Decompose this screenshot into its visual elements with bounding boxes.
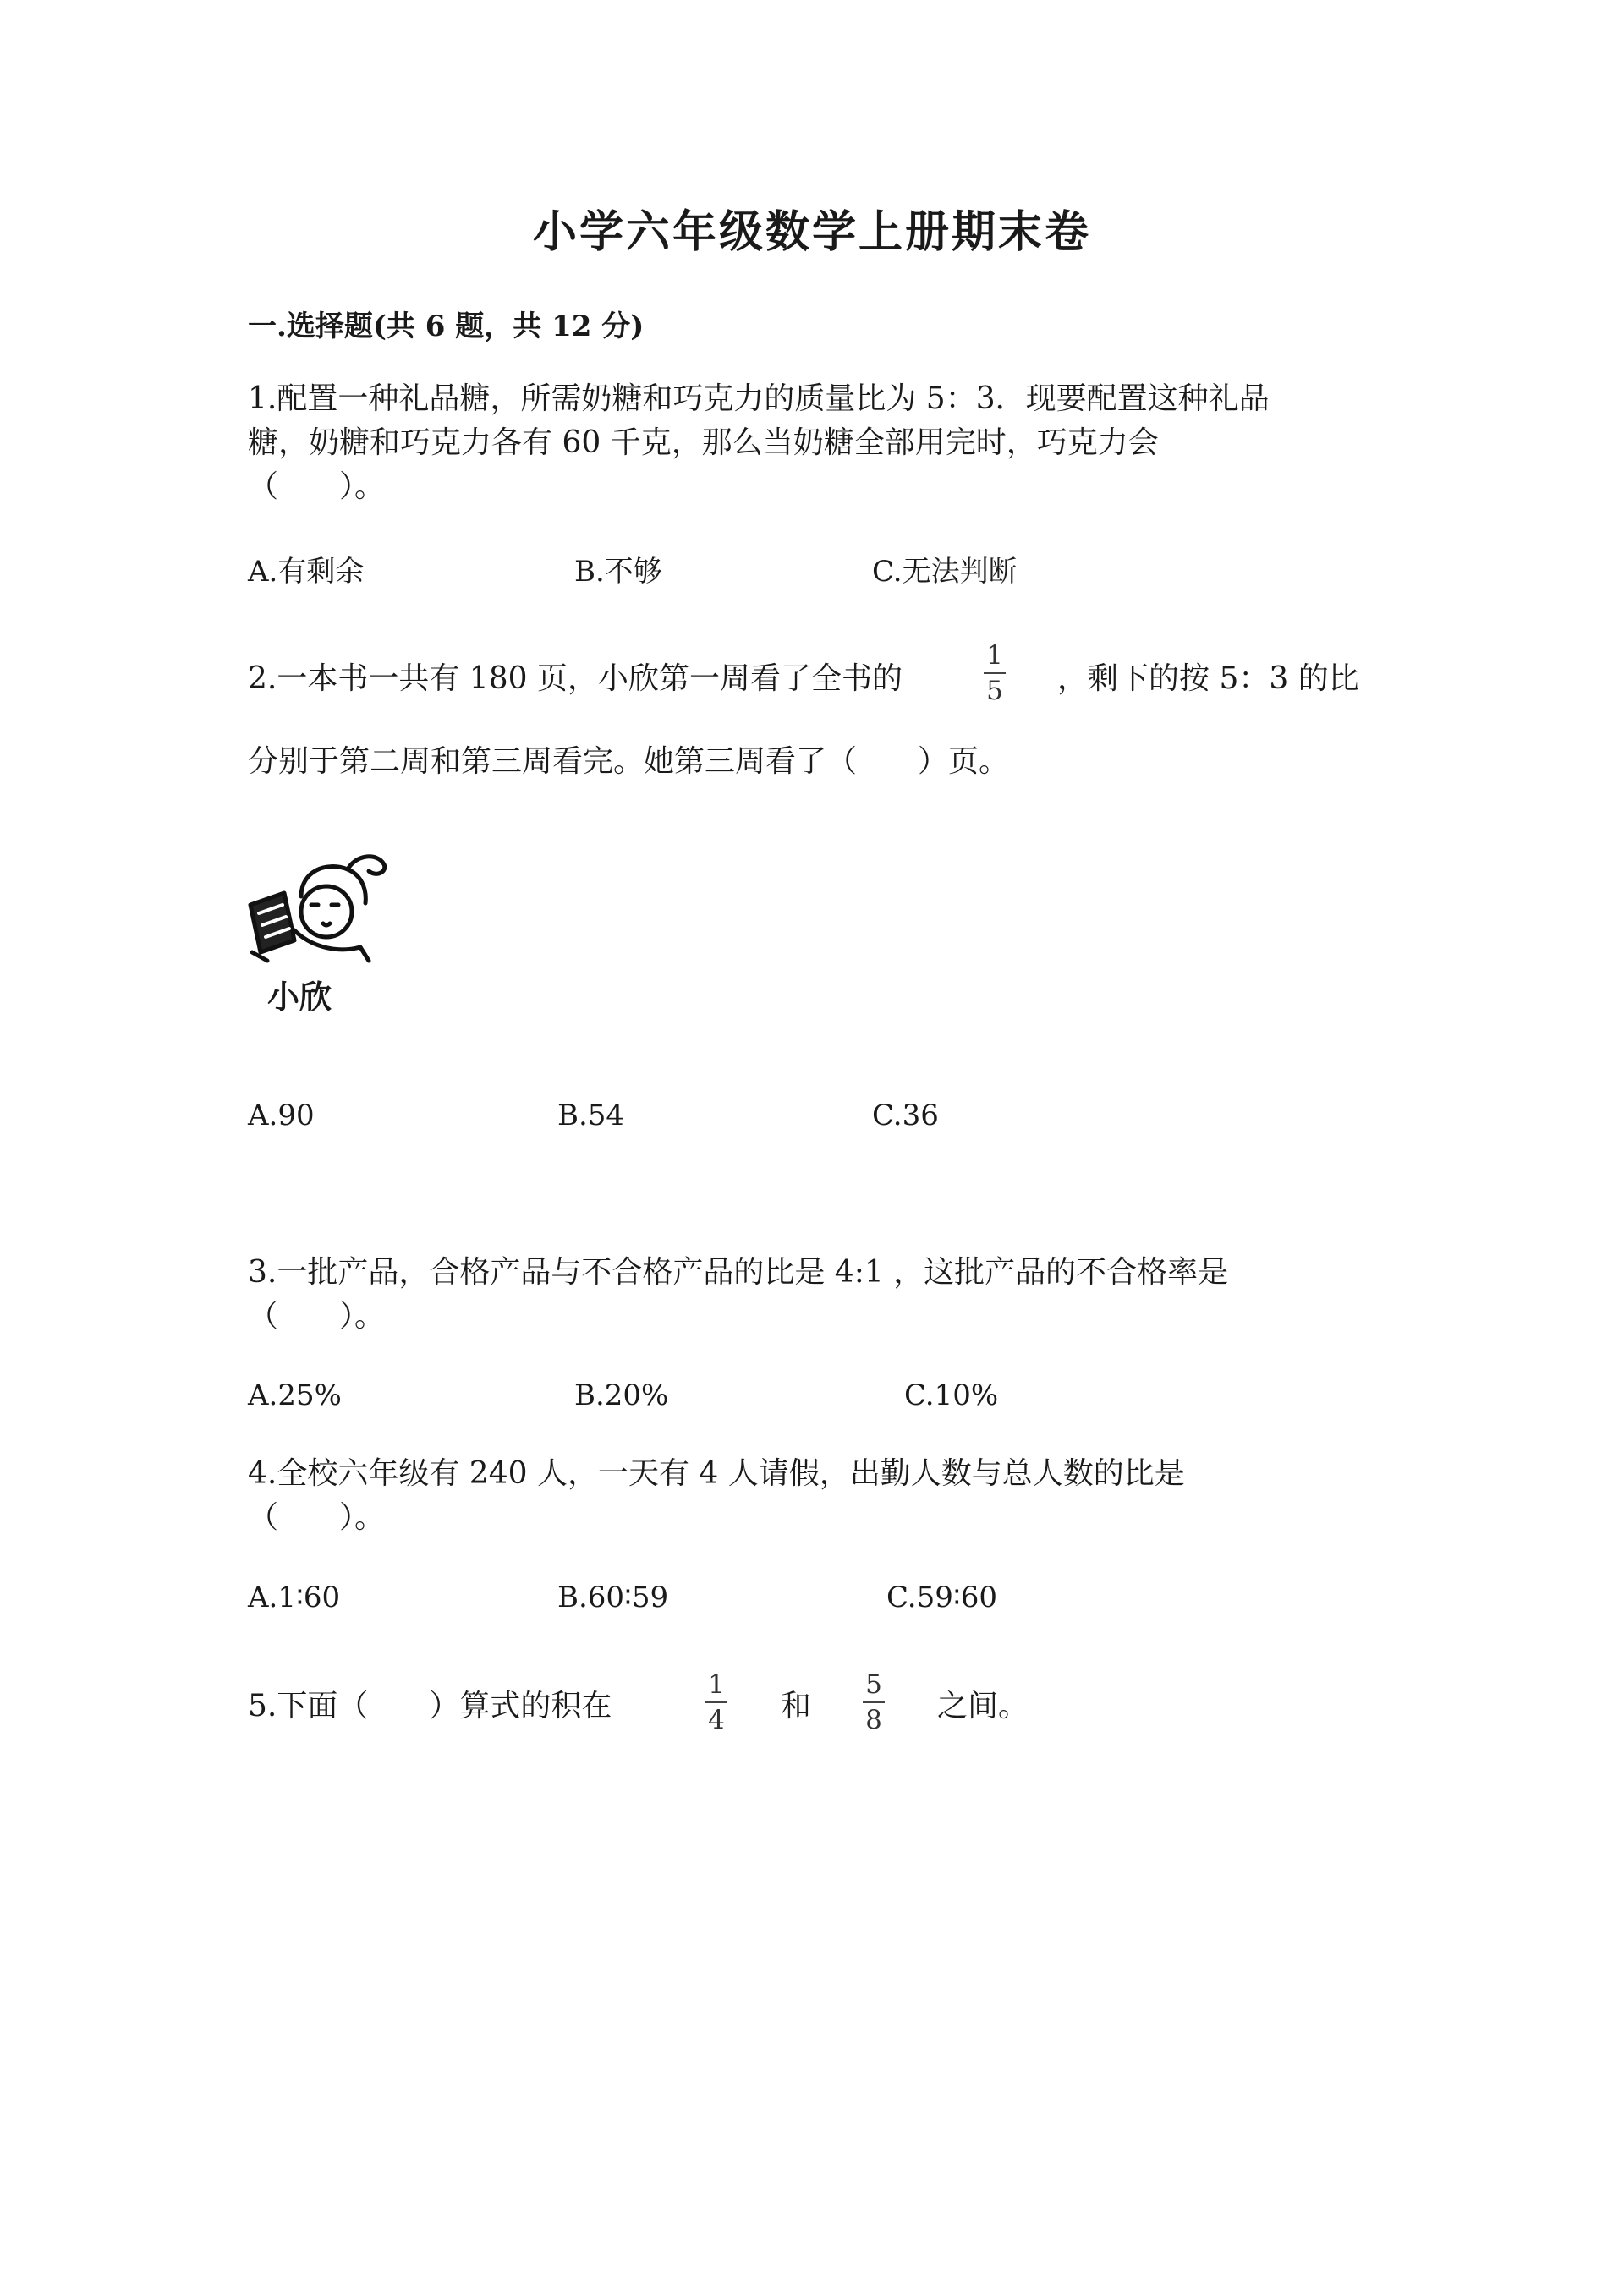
fraction-numerator: 5 [865,1669,882,1700]
fraction-one-fifth [984,641,1006,705]
question-1-option-a[interactable]: A.有剩余 [248,555,365,589]
question-3-line-2: （ ）。 [248,1299,386,1334]
girl-reading-icon [242,846,394,964]
question-2-option-b[interactable]: B.54 [557,1099,625,1132]
question-4-option-a[interactable]: A.1∶60 [248,1581,341,1614]
question-1-option-b[interactable]: B.不够 [574,555,662,589]
fraction-denominator: 8 [865,1705,882,1735]
question-5-end: 之间。 [937,1689,1029,1723]
fraction-bar [984,672,1006,674]
question-5-and: 和 [781,1689,812,1723]
question-1-line-3: （ ）。 [248,469,386,504]
question-3-option-a[interactable]: A.25% [248,1378,342,1412]
girl-reading-illustration [242,846,394,1023]
fraction-bar [863,1701,885,1703]
fraction-numerator: 1 [986,640,1003,671]
question-2-option-a[interactable]: A.90 [248,1099,315,1132]
question-1-line-2: 糖，奶糖和巧克力各有 60 千克，那么当奶糖全部用完时，巧克力会 [248,425,1159,460]
question-5-start: 5.下面（ ）算式的积在 [248,1689,612,1723]
question-4-option-b[interactable]: B.60∶59 [557,1581,669,1614]
question-4-line-2: （ ）。 [248,1500,386,1535]
question-2-line-2: 分别于第二周和第三周看完。她第三周看了（ ）页。 [248,744,1010,779]
fraction-denominator: 4 [708,1705,725,1735]
page-title: 小学六年级数学上册期末卷 [532,206,1091,258]
fraction-bar [705,1701,727,1703]
question-4-option-c[interactable]: C.59∶60 [886,1581,997,1614]
question-3-line-1: 3.一批产品，合格产品与不合格产品的比是 4:1 ，这批产品的不合格率是 [248,1255,1229,1290]
fraction-one-quarter [705,1670,727,1734]
fraction-five-eighths [863,1670,885,1734]
question-4-line-1: 4.全校六年级有 240 人，一天有 4 人请假，出勤人数与总人数的比是 [248,1456,1185,1491]
illustration-caption: 小欣 [267,978,332,1016]
question-2-line-1-end: ，剩下的按 5：3 的比 [1057,661,1359,696]
question-3-option-c[interactable]: C.10% [904,1378,999,1412]
question-2-line-1-start: 2.一本书一共有 180 页，小欣第一周看了全书的 [248,661,903,696]
fraction-denominator: 5 [986,676,1003,706]
question-1-line-1: 1.配置一种礼品糖，所需奶糖和巧克力的质量比为 5：3．现要配置这种礼品 [248,381,1270,416]
section-heading: 一.选择题(共 6 题，共 12 分) [248,310,645,343]
question-2-option-c[interactable]: C.36 [872,1099,939,1132]
fraction-numerator: 1 [708,1669,725,1700]
question-1-option-c[interactable]: C.无法判断 [872,555,1018,589]
question-3-option-b[interactable]: B.20% [574,1378,669,1412]
